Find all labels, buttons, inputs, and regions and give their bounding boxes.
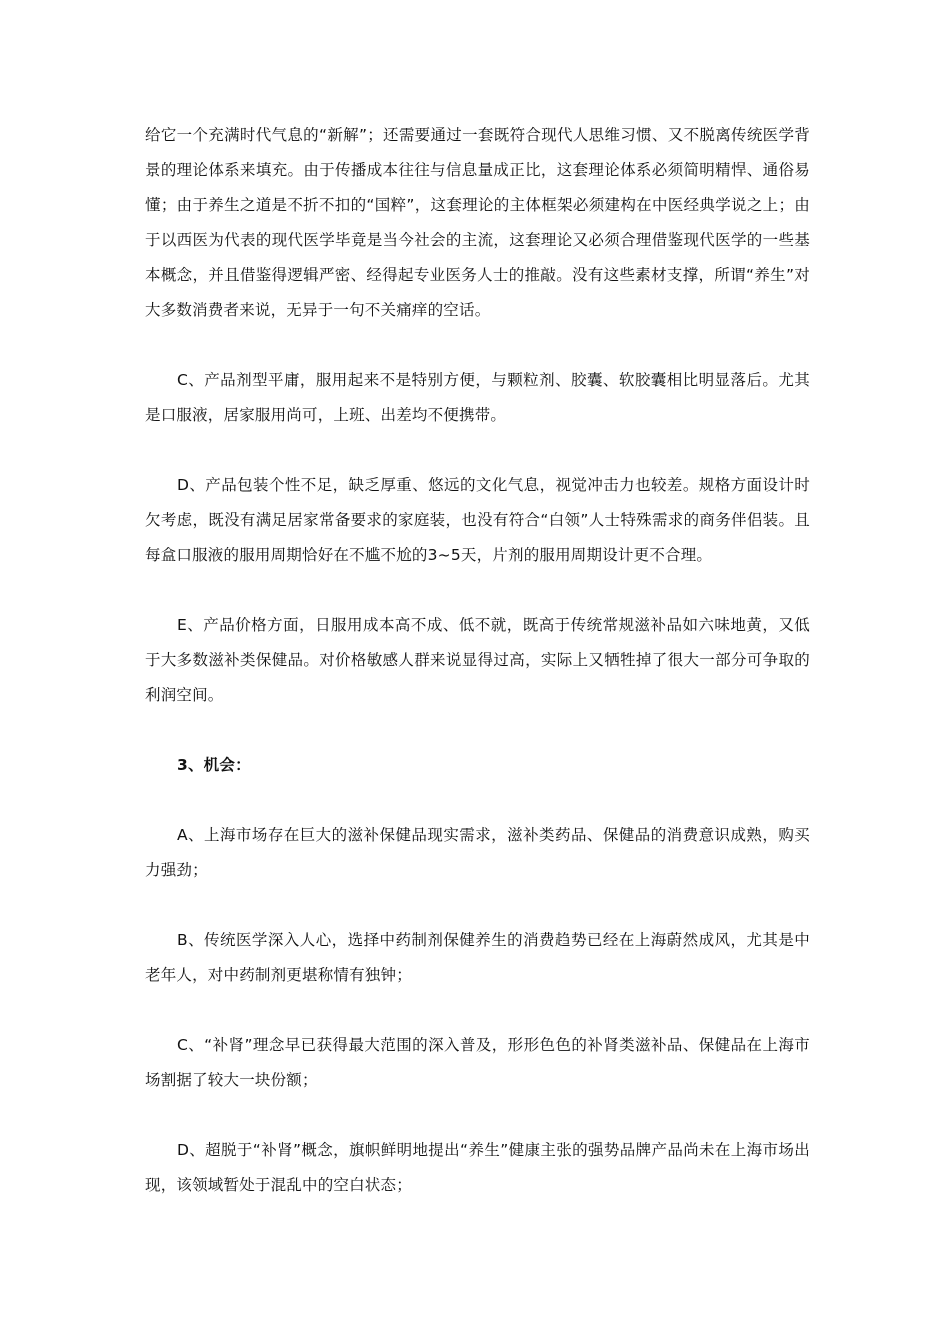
paragraph-packaging: D、产品包装个性不足，缺乏厚重、悠远的文化气息，视觉冲击力也较差。规格方面设计时欠考虑，既没有满足居家常备要求的家庭装，也没有符合“白领”人士特殊需求的商务伴侣装。且每盒口服液的服用周期恰好在不尴不尬的3~5天，片剂的服用周期设计更不合理。 [145, 476, 810, 564]
paragraph-pricing: E、产品价格方面，日服用成本高不成、低不就，既高于传统常规滋补品如六味地黄，又低于大多数滋补类保健品。对价格敏感人群来说显得过高，实际上又牺牲掉了很大一部分可争取的利润空间。 [145, 616, 810, 704]
document-page [145, 118, 810, 1203]
opportunity-item: A、上海市场存在巨大的滋补保健品现实需求，滋补类药品、保健品的消费意识成熟，购买力强劲； [145, 826, 810, 879]
opportunity-item: C、“补肾”理念早已获得最大范围的深入普及，形形色色的补肾类滋补品、保健品在上海市场割据了较大一块份额； [145, 1036, 810, 1089]
opportunity-item: D、超脱于“补肾”概念，旗帜鲜明地提出“养生”健康主张的强势品牌产品尚未在上海市场出现，该领域暂处于混乱中的空白状态； [145, 1141, 810, 1194]
section-heading-opportunities: 3、机会： [177, 756, 251, 774]
paragraph-dosage-form: C、产品剂型平庸，服用起来不是特别方便，与颗粒剂、胶囊、软胶囊相比明显落后。尤其是口服液，居家服用尚可，上班、出差均不便携带。 [145, 371, 810, 424]
paragraph-theory-system: 给它一个充满时代气息的“新解”；还需要通过一套既符合现代人思维习惯、又不脱离传统医学背景的理论体系来填充。由于传播成本往往与信息量成正比，这套理论体系必须简明精悍、通俗易懂；由于养生之道是不折不扣的“国粹”，这套理论的主体框架必须建构在中医经典学说之上；由于以西医为代表的现代医学毕竟是当今社会的主流，这套理论又必须合理借鉴现代医学的一些基本概念，并且借鉴得逻辑严密、经得起专业医务人士的推敲。没有这些素材支撑，所谓“养生”对大多数消费者来说，无异于一句不关痛痒的空话。 [145, 126, 810, 319]
opportunity-item: B、传统医学深入人心，选择中药制剂保健养生的消费趋势已经在上海蔚然成风，尤其是中老年人，对中药制剂更堪称情有独钟； [145, 931, 810, 984]
